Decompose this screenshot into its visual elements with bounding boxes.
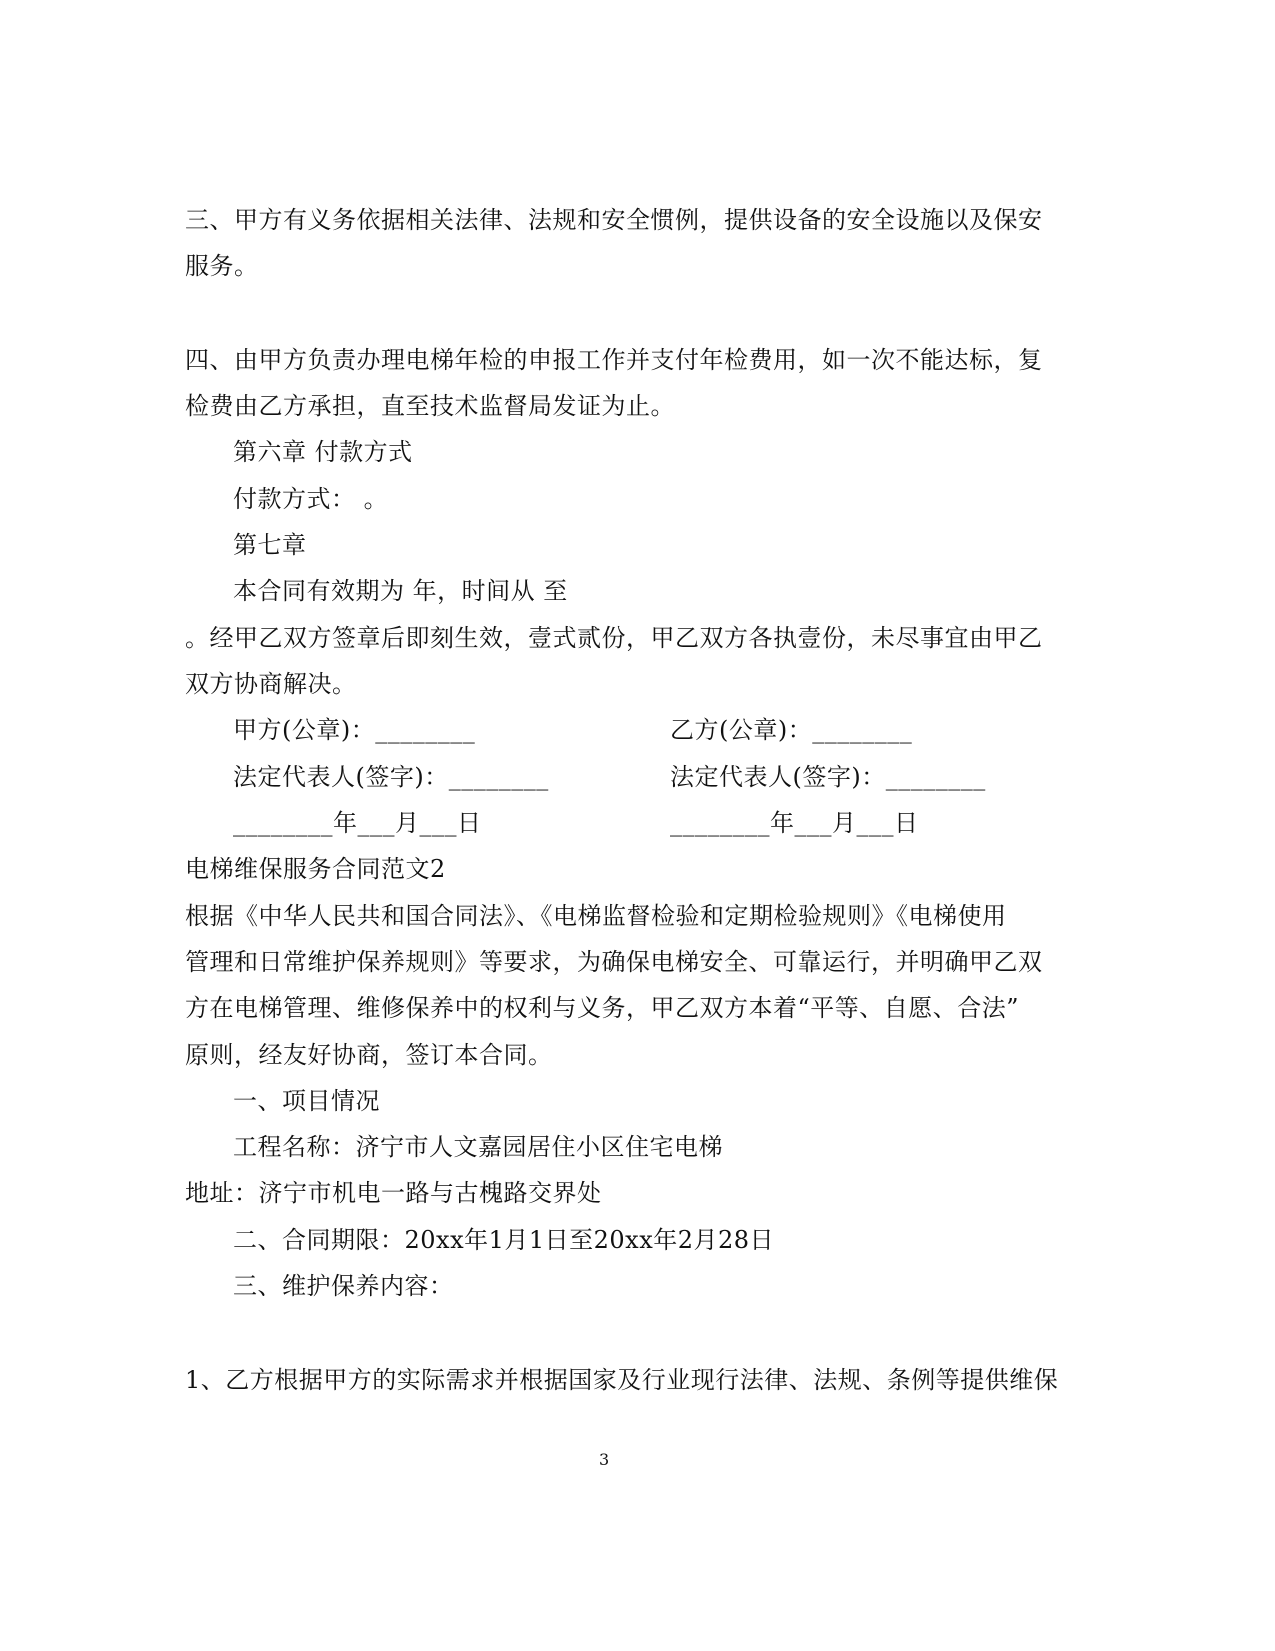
paragraph-line: 方在电梯管理、维修保养中的权利与义务，甲乙双方本着“平等、自愿、合法” — [185, 994, 1020, 1022]
party-a-seal-line: 甲方(公章)：________ — [233, 716, 476, 744]
paragraph-line: 管理和日常维护保养规则》等要求，为确保电梯安全、可靠运行，并明确甲乙双 — [185, 948, 1043, 976]
section-heading: 一、项目情况 — [233, 1087, 380, 1115]
paragraph-line: 三、甲方有义务依据相关法律、法规和安全惯例，提供设备的安全设施以及保安 — [185, 206, 1043, 234]
party-a-signature-line: 法定代表人(签字)：________ — [233, 763, 549, 791]
paragraph-line: 工程名称：济宁市人文嘉园居住小区住宅电梯 — [233, 1133, 723, 1161]
party-b-date-line: ________年___月___日 — [670, 809, 919, 837]
paragraph-line: 检费由乙方承担，直至技术监督局发证为止。 — [185, 392, 675, 420]
section-heading: 三、维护保养内容： — [233, 1272, 454, 1300]
party-b-signature-line: 法定代表人(签字)：________ — [670, 763, 986, 791]
party-b-seal-line: 乙方(公章)：________ — [670, 716, 913, 744]
paragraph-line: 服务。 — [185, 252, 259, 280]
party-a-date-line: ________年___月___日 — [233, 809, 482, 837]
section-heading: 二、合同期限：20xx年1月1日至20xx年2月28日 — [233, 1226, 775, 1254]
paragraph-line: 原则，经友好协商，签订本合同。 — [185, 1041, 553, 1069]
paragraph-line: 本合同有效期为 年，时间从 至 — [233, 577, 568, 605]
page-number: 3 — [599, 1450, 610, 1469]
paragraph-line: 根据《中华人民共和国合同法》、《电梯监督检验和定期检验规则》《电梯使用 — [185, 902, 1007, 930]
chapter-heading: 第七章 — [233, 531, 307, 559]
document-title: 电梯维保服务合同范文2 — [185, 855, 446, 883]
paragraph-line: 付款方式： 。 — [233, 485, 389, 513]
paragraph-line: 地址：济宁市机电一路与古槐路交界处 — [185, 1179, 602, 1207]
chapter-heading: 第六章 付款方式 — [233, 438, 413, 466]
paragraph-line: 四、由甲方负责办理电梯年检的申报工作并支付年检费用，如一次不能达标，复 — [185, 346, 1043, 374]
paragraph-line: 1、乙方根据甲方的实际需求并根据国家及行业现行法律、法规、条例等提供维保 — [185, 1366, 1059, 1394]
paragraph-line: 双方协商解决。 — [185, 670, 357, 698]
paragraph-line: 。经甲乙双方签章后即刻生效，壹式贰份，甲乙双方各执壹份，未尽事宜由甲乙 — [185, 624, 1043, 652]
